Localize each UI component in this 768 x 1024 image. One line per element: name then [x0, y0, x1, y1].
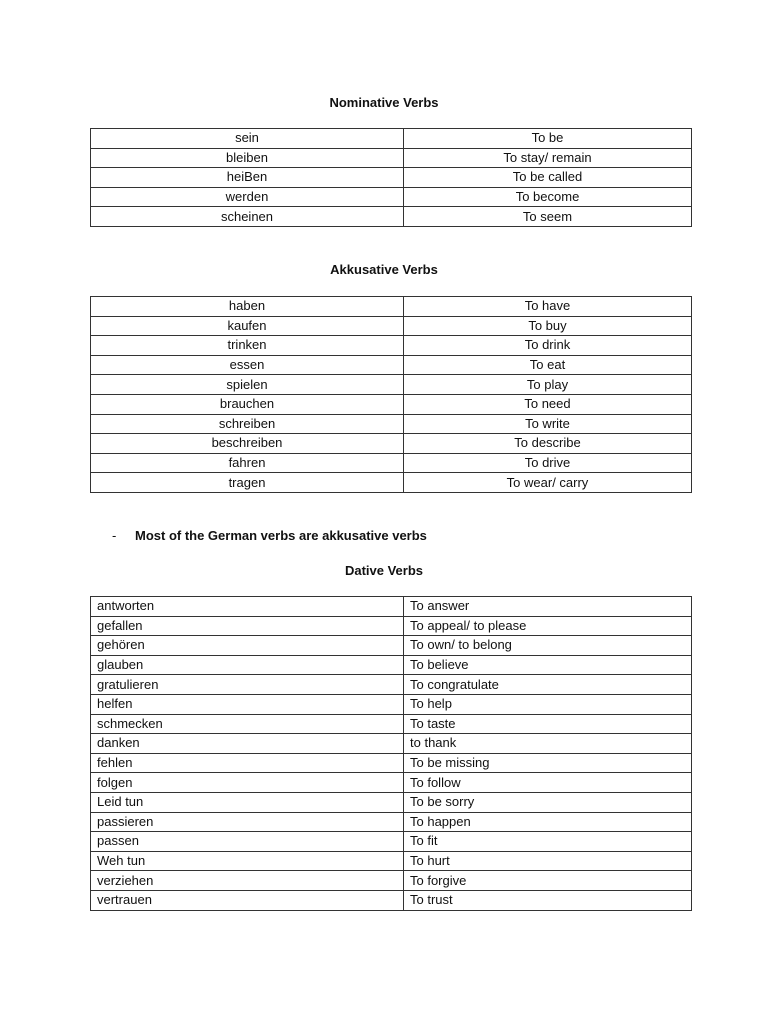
table-row	[91, 832, 692, 852]
table-row	[91, 597, 692, 617]
table-row	[91, 636, 692, 656]
nominative-verbs-table	[90, 128, 692, 227]
note-bullet: -	[112, 528, 117, 543]
german-verb-cell: antworten	[91, 597, 404, 617]
german-verb-cell: kaufen	[91, 316, 404, 336]
english-meaning-cell: To congratulate	[404, 675, 692, 695]
german-verb-cell: werden	[91, 187, 404, 207]
german-verb-cell: vertrauen	[91, 890, 404, 910]
english-meaning-cell: To appeal/ to please	[404, 616, 692, 636]
english-meaning-cell: To drive	[404, 453, 692, 473]
table-row	[91, 890, 692, 910]
german-verb-cell: schreiben	[91, 414, 404, 434]
dative-verbs-table	[90, 596, 692, 911]
german-verb-cell: tragen	[91, 473, 404, 493]
english-meaning-cell: To have	[404, 297, 692, 317]
table-row	[91, 675, 692, 695]
table-row	[91, 168, 692, 188]
german-verb-cell: passen	[91, 832, 404, 852]
german-verb-cell: passieren	[91, 812, 404, 832]
table-row	[91, 812, 692, 832]
english-meaning-cell: To forgive	[404, 871, 692, 891]
akkusative-verbs-heading: Akkusative Verbs	[330, 262, 438, 277]
english-meaning-cell: To describe	[404, 434, 692, 454]
german-verb-cell: Leid tun	[91, 792, 404, 812]
table-row	[91, 453, 692, 473]
german-verb-cell: danken	[91, 734, 404, 754]
english-meaning-cell: To trust	[404, 890, 692, 910]
english-meaning-cell: To stay/ remain	[404, 148, 692, 168]
table-row	[91, 148, 692, 168]
dative-verbs-heading: Dative Verbs	[344, 563, 424, 578]
german-verb-cell: beschreiben	[91, 434, 404, 454]
english-meaning-cell: To play	[404, 375, 692, 395]
german-verb-cell: sein	[91, 129, 404, 149]
table-row	[91, 655, 692, 675]
german-verb-cell: helfen	[91, 694, 404, 714]
table-row	[91, 714, 692, 734]
english-meaning-cell: To seem	[404, 207, 692, 227]
table-row	[91, 355, 692, 375]
english-meaning-cell: To wear/ carry	[404, 473, 692, 493]
german-verb-cell: gefallen	[91, 616, 404, 636]
table-row	[91, 414, 692, 434]
table-row	[91, 207, 692, 227]
german-verb-cell: haben	[91, 297, 404, 317]
german-verb-cell: gehören	[91, 636, 404, 656]
english-meaning-cell: To be	[404, 129, 692, 149]
german-verb-cell: heiBen	[91, 168, 404, 188]
english-meaning-cell: To be sorry	[404, 792, 692, 812]
german-verb-cell: fehlen	[91, 753, 404, 773]
akkusative-verbs-table	[90, 296, 692, 493]
german-verb-cell: folgen	[91, 773, 404, 793]
english-meaning-cell: To write	[404, 414, 692, 434]
table-row	[91, 434, 692, 454]
english-meaning-cell: To own/ to belong	[404, 636, 692, 656]
table-row	[91, 734, 692, 754]
table-row	[91, 773, 692, 793]
english-meaning-cell: To happen	[404, 812, 692, 832]
table-row	[91, 375, 692, 395]
english-meaning-cell: To answer	[404, 597, 692, 617]
english-meaning-cell: To drink	[404, 336, 692, 356]
english-meaning-cell: To hurt	[404, 851, 692, 871]
german-verb-cell: glauben	[91, 655, 404, 675]
table-row	[91, 129, 692, 149]
english-meaning-cell: To help	[404, 694, 692, 714]
table-row	[91, 316, 692, 336]
german-verb-cell: schmecken	[91, 714, 404, 734]
english-meaning-cell: To eat	[404, 355, 692, 375]
german-verb-cell: scheinen	[91, 207, 404, 227]
german-verb-cell: brauchen	[91, 394, 404, 414]
english-meaning-cell: To buy	[404, 316, 692, 336]
table-row	[91, 336, 692, 356]
german-verb-cell: trinken	[91, 336, 404, 356]
english-meaning-cell: To need	[404, 394, 692, 414]
table-row	[91, 871, 692, 891]
table-row	[91, 616, 692, 636]
table-row	[91, 394, 692, 414]
english-meaning-cell: To follow	[404, 773, 692, 793]
nominative-verbs-heading: Nominative Verbs	[329, 95, 439, 110]
table-row	[91, 297, 692, 317]
note-text: Most of the German verbs are akkusative verbs	[135, 528, 427, 543]
english-meaning-cell: to thank	[404, 734, 692, 754]
english-meaning-cell: To become	[404, 187, 692, 207]
table-row	[91, 694, 692, 714]
table-row	[91, 473, 692, 493]
german-verb-cell: spielen	[91, 375, 404, 395]
english-meaning-cell: To fit	[404, 832, 692, 852]
german-verb-cell: Weh tun	[91, 851, 404, 871]
table-row	[91, 753, 692, 773]
table-row	[91, 187, 692, 207]
german-verb-cell: bleiben	[91, 148, 404, 168]
german-verb-cell: gratulieren	[91, 675, 404, 695]
german-verb-cell: essen	[91, 355, 404, 375]
german-verb-cell: verziehen	[91, 871, 404, 891]
german-verb-cell: fahren	[91, 453, 404, 473]
english-meaning-cell: To be called	[404, 168, 692, 188]
english-meaning-cell: To taste	[404, 714, 692, 734]
english-meaning-cell: To be missing	[404, 753, 692, 773]
table-row	[91, 851, 692, 871]
english-meaning-cell: To believe	[404, 655, 692, 675]
akkusative-note	[112, 528, 427, 544]
table-row	[91, 792, 692, 812]
